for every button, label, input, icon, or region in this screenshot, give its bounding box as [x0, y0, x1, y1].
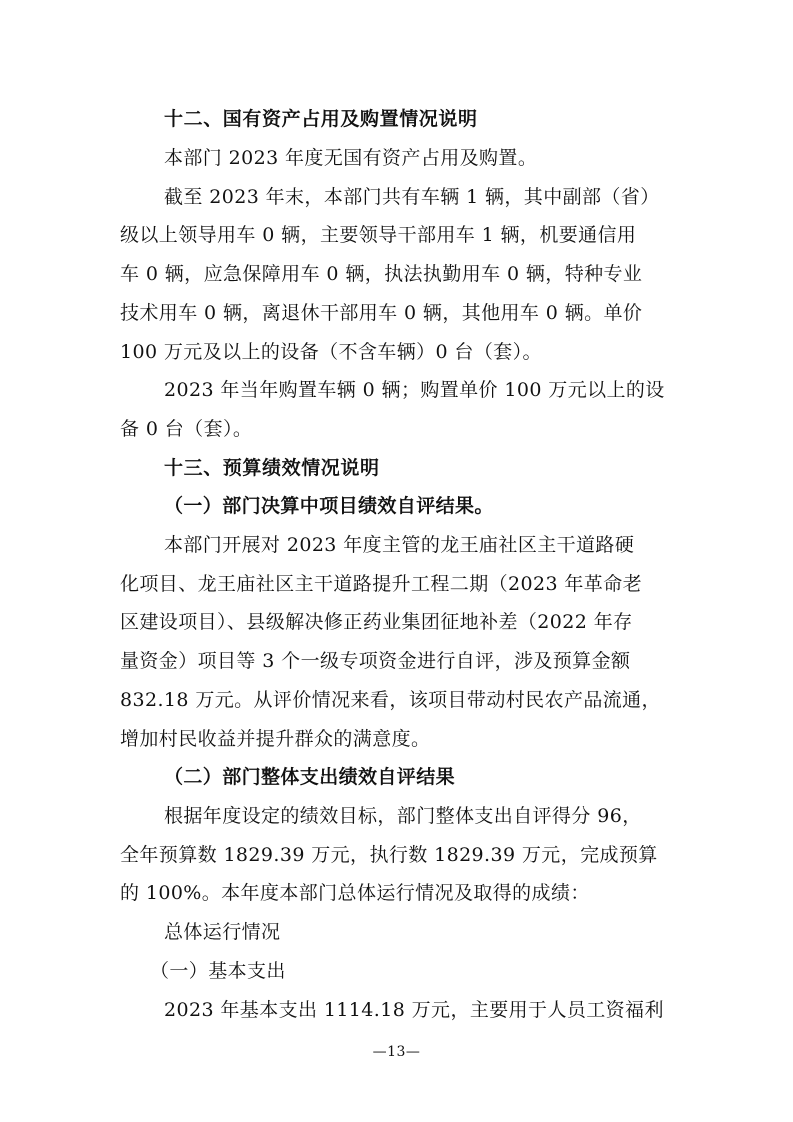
paragraph-line: 量资金）项目等 3 个一级专项资金进行自评，涉及预算金额 [120, 650, 631, 672]
paragraph-line: 截至 2023 年末，本部门共有车辆 1 辆，其中副部（省） [164, 186, 660, 208]
paragraph-line: 技术用车 0 辆，离退休干部用车 0 辆，其他用车 0 辆。单价 [120, 302, 643, 324]
paragraph-line: 增加村民收益并提升群众的满意度。 [120, 728, 431, 750]
paragraph-line: 全年预算数 1829.39 万元，执行数 1829.39 万元，完成预算 [120, 844, 658, 866]
paragraph-line: 2023 年当年购置车辆 0 辆；购置单价 100 万元以上的设 [164, 379, 665, 401]
paragraph-line: 2023 年基本支出 1114.18 万元，主要用于人员工资福利 [164, 999, 664, 1021]
paragraph-line: 根据年度设定的绩效目标，部门整体支出自评得分 96， [164, 805, 642, 827]
paragraph-line: 备 0 台（套）。 [120, 418, 253, 440]
paragraph-line: 本部门开展对 2023 年度主管的龙王庙社区主干道路硬 [164, 534, 635, 556]
paragraph-line: 级以上领导用车 0 辆，主要领导干部用车 1 辆，机要通信用 [120, 224, 637, 246]
subsection-heading-2: （二）部门整体支出绩效自评结果 [164, 766, 456, 788]
paragraph-line: 832.18 万元。从评价情况来看，该项目带动村民农产品流通， [120, 689, 661, 711]
paragraph-line: 100 万元及以上的设备（不含车辆）0 台（套）。 [120, 341, 542, 363]
paragraph-line: 化项目、龙王庙社区主干道路提升工程二期（2023 年革命老 [120, 573, 642, 595]
paragraph-line: 总体运行情况 [164, 921, 281, 943]
section-heading-12: 十二、国有资产占用及购置情况说明 [164, 108, 478, 130]
section-heading-13: 十三、预算绩效情况说明 [164, 457, 380, 479]
paragraph-line: 本部门 2023 年度无国有资产占用及购置。 [164, 147, 538, 169]
paragraph-line: （一）基本支出 [150, 960, 286, 982]
paragraph-line: 车 0 辆，应急保障用车 0 辆，执法执勤用车 0 辆，特种专业 [120, 263, 643, 285]
subsection-heading-1: （一）部门决算中项目绩效自评结果。 [164, 495, 494, 517]
paragraph-line: 的 100%。本年度本部门总体运行情况及取得的成绩： [120, 882, 590, 904]
paragraph-line: 区建设项目）、县级解决修正药业集团征地补差（2022 年存 [120, 611, 633, 633]
page-number: —13— [372, 1044, 421, 1060]
